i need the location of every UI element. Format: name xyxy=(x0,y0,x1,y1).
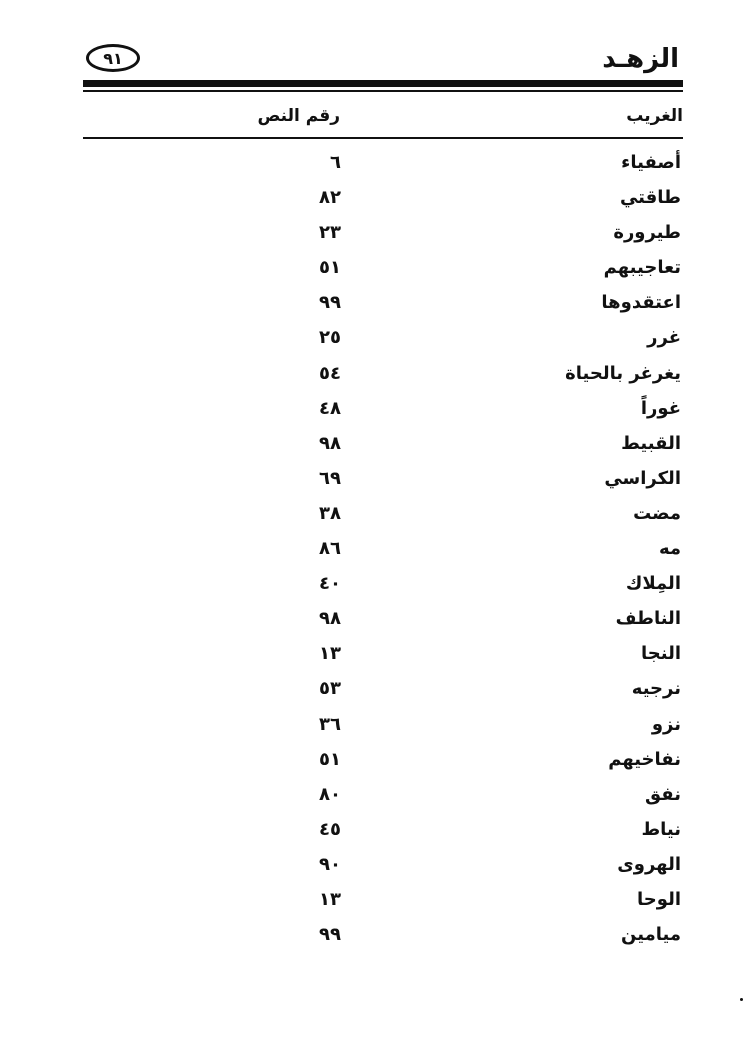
glossary-word: المِلاك xyxy=(625,573,681,595)
text-number: ٢٥ xyxy=(319,327,341,349)
table-row xyxy=(83,398,683,433)
text-number: ٩٨ xyxy=(319,608,341,630)
text-number: ٩٩ xyxy=(319,292,341,314)
glossary-word: النجا xyxy=(640,643,681,665)
glossary-word: نفق xyxy=(645,783,681,805)
table-row xyxy=(83,292,683,327)
table-row xyxy=(83,152,683,187)
glossary-word: طاقتي xyxy=(619,187,681,209)
table-row xyxy=(83,924,683,959)
column-header-rule xyxy=(83,137,683,139)
text-number: ٣٦ xyxy=(319,713,341,735)
table-row xyxy=(83,889,683,924)
table-row xyxy=(83,573,683,608)
text-number: ٤٠ xyxy=(319,573,341,595)
table-row xyxy=(83,327,683,362)
table-row xyxy=(83,503,683,538)
glossary-word: نفاخيهم xyxy=(608,748,681,770)
table-row xyxy=(83,257,683,292)
text-number: ١٣ xyxy=(319,643,341,665)
text-number: ٩٠ xyxy=(319,853,341,875)
glossary-word: الوحا xyxy=(637,888,681,910)
table-row xyxy=(83,363,683,398)
table-row xyxy=(83,468,683,503)
text-number: ٥١ xyxy=(319,257,341,279)
glossary-word: مه xyxy=(658,538,681,560)
header-rule-thin xyxy=(83,90,683,92)
page-number: ٩١ xyxy=(103,48,123,68)
glossary-word: غرر xyxy=(647,327,681,349)
glossary-word: يغرغر بالحياة xyxy=(565,362,681,384)
text-number: ٩٨ xyxy=(319,432,341,454)
text-number: ٤٨ xyxy=(319,397,341,419)
page-number-badge xyxy=(86,44,140,72)
text-number: ١٣ xyxy=(319,888,341,910)
glossary-word: نزو xyxy=(651,713,681,735)
header-rule-thick xyxy=(83,80,683,87)
table-row xyxy=(83,714,683,749)
text-number: ٦٩ xyxy=(319,467,341,489)
text-number: ٩٩ xyxy=(319,924,341,946)
scan-speck xyxy=(740,998,743,1001)
text-number: ٦ xyxy=(330,152,341,173)
glossary-word: اعتقدوها xyxy=(601,292,681,314)
glossary-table xyxy=(83,152,683,959)
glossary-word: نياط xyxy=(641,818,681,840)
table-row xyxy=(83,678,683,713)
text-number: ٣٨ xyxy=(319,502,341,524)
glossary-word: الناطف xyxy=(615,608,681,630)
column-header-word: الغريب xyxy=(626,106,683,126)
table-row xyxy=(83,187,683,222)
table-row xyxy=(83,854,683,889)
glossary-word: مضت xyxy=(633,502,681,524)
table-row xyxy=(83,222,683,257)
glossary-word: الهروى xyxy=(617,853,681,875)
text-number: ٢٣ xyxy=(319,222,341,244)
table-row xyxy=(83,433,683,468)
glossary-word: القبيط xyxy=(621,432,681,454)
glossary-word: ميامين xyxy=(621,924,681,946)
text-number: ٥١ xyxy=(319,748,341,770)
page-header-title: الزهـد xyxy=(602,44,679,74)
text-number: ٤٥ xyxy=(319,818,341,840)
glossary-word: نرجيه xyxy=(631,678,681,700)
table-row xyxy=(83,608,683,643)
glossary-word: تعاجيبهم xyxy=(603,257,681,279)
table-row xyxy=(83,819,683,854)
text-number: ٨٦ xyxy=(319,538,341,560)
text-number: ٥٤ xyxy=(319,362,341,384)
glossary-word: الكراسي xyxy=(604,467,681,489)
glossary-word: غوراً xyxy=(640,397,681,419)
text-number: ٨٢ xyxy=(319,187,341,209)
table-row xyxy=(83,643,683,678)
table-row xyxy=(83,749,683,784)
glossary-word: أصفياء xyxy=(621,152,681,173)
table-row xyxy=(83,538,683,573)
text-number: ٨٠ xyxy=(319,783,341,805)
glossary-word: طيرورة xyxy=(613,222,681,244)
column-header-number: رقم النص xyxy=(257,106,340,126)
table-row xyxy=(83,784,683,819)
text-number: ٥٣ xyxy=(319,678,341,700)
